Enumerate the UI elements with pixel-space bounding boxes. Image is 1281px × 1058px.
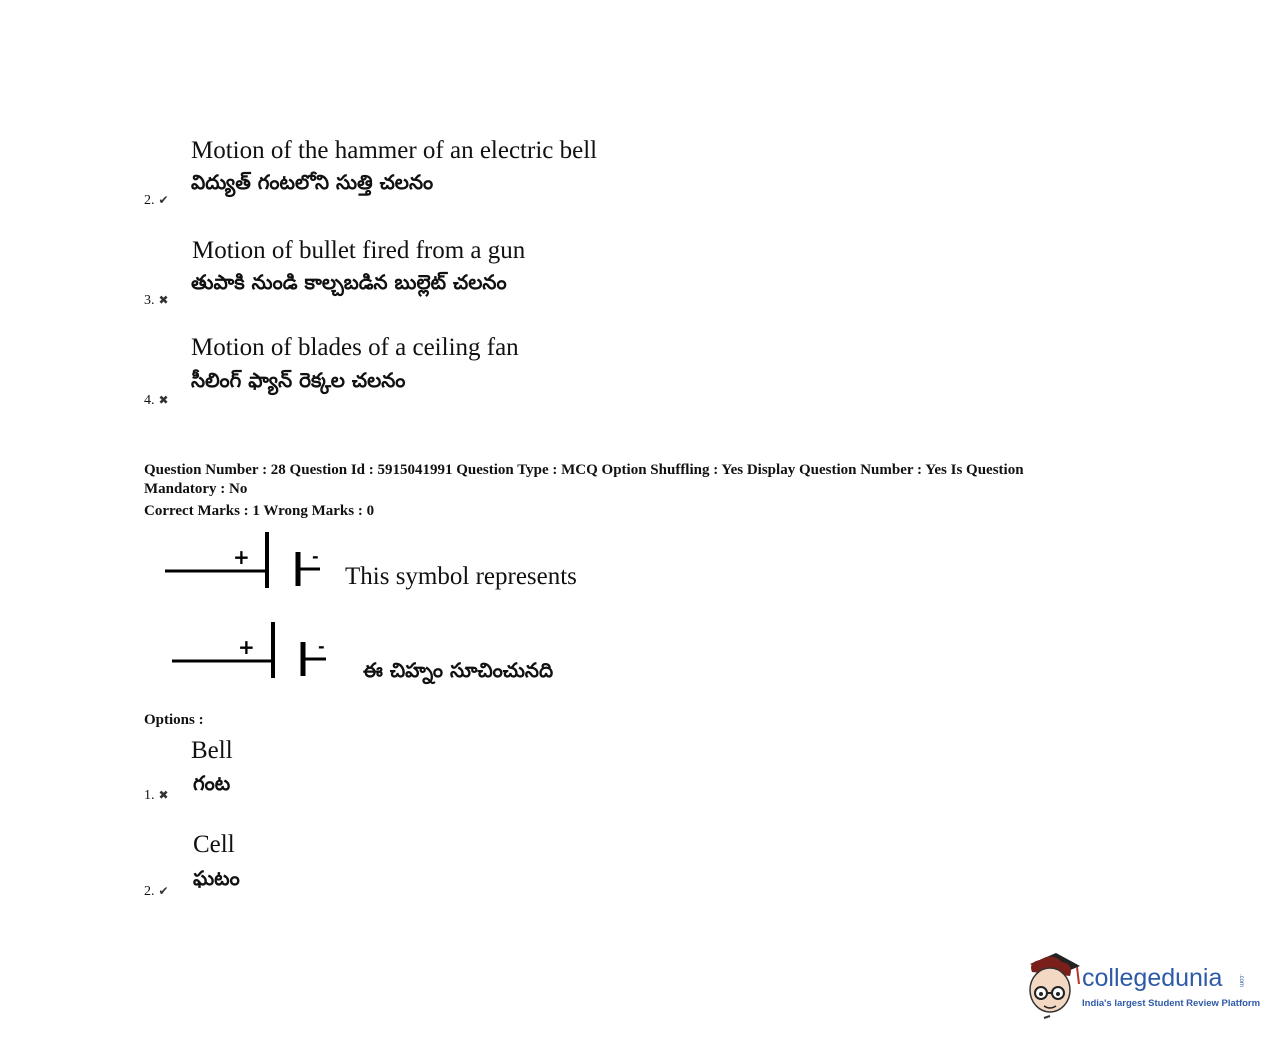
correct-check-icon: ✔ (158, 884, 169, 898)
logo-tagline: India's largest Student Review Platform (1082, 998, 1261, 1009)
cell-minus-sign: - (318, 637, 325, 656)
question-stem-telugu: ఈ చిహ్నం సూచించునది (363, 658, 554, 682)
cell-plus-sign: + (233, 545, 250, 569)
wrong-cross-icon: ✖ (158, 788, 169, 802)
option-telugu-text: సీలింగ్ ఫ్యాన్ రెక్కల చలనం (191, 368, 406, 392)
option-number: 1. ✖ (144, 788, 169, 803)
option-telugu-text: విద్యుత్ గంటలోని సుత్తి చలనం (191, 170, 434, 194)
option-telugu-text: తుపాకి నుండి కాల్చబడిన బుల్లెట్ చలనం (191, 270, 507, 294)
logo-suffix: .com (1238, 974, 1244, 988)
cell-minus-sign: - (312, 547, 319, 566)
option-english-text: Motion of blades of a ceiling fan (191, 334, 519, 361)
option-number: 2. ✔ (144, 193, 169, 208)
marks-info: Correct Marks : 1 Wrong Marks : 0 (144, 503, 375, 519)
option-english-text: Bell (191, 737, 233, 764)
logo-wordmark: collegedunia (1082, 964, 1223, 992)
option-telugu-text: గంట (193, 771, 231, 795)
option-english-text: Cell (193, 831, 235, 858)
wrong-cross-icon: ✖ (158, 393, 169, 407)
collegedunia-logo (1022, 950, 1261, 1020)
option-english-text: Motion of bullet fired from a gun (192, 237, 526, 264)
cell-symbol-icon (166, 618, 336, 682)
question-stem-english: This symbol represents (345, 563, 577, 590)
option-number: 3. ✖ (144, 293, 169, 308)
correct-check-icon: ✔ (158, 193, 169, 207)
options-label: Options : (144, 712, 204, 728)
option-number: 4. ✖ (144, 393, 169, 408)
cell-plus-sign: + (238, 635, 255, 659)
option-telugu-text: ఘటం (193, 866, 240, 890)
cell-symbol-icon (160, 528, 330, 592)
wrong-cross-icon: ✖ (158, 293, 169, 307)
question-meta-continued: Mandatory : No (144, 481, 248, 497)
question-meta: Question Number : 28 Question Id : 5915041991 Question Type : MCQ Option Shuffling : Yes Display Question Number : Yes Is Question (144, 462, 1024, 478)
option-number: 2. ✔ (144, 884, 169, 899)
option-english-text: Motion of the hammer of an electric bell (191, 137, 598, 164)
mascot-icon (1022, 950, 1084, 1020)
